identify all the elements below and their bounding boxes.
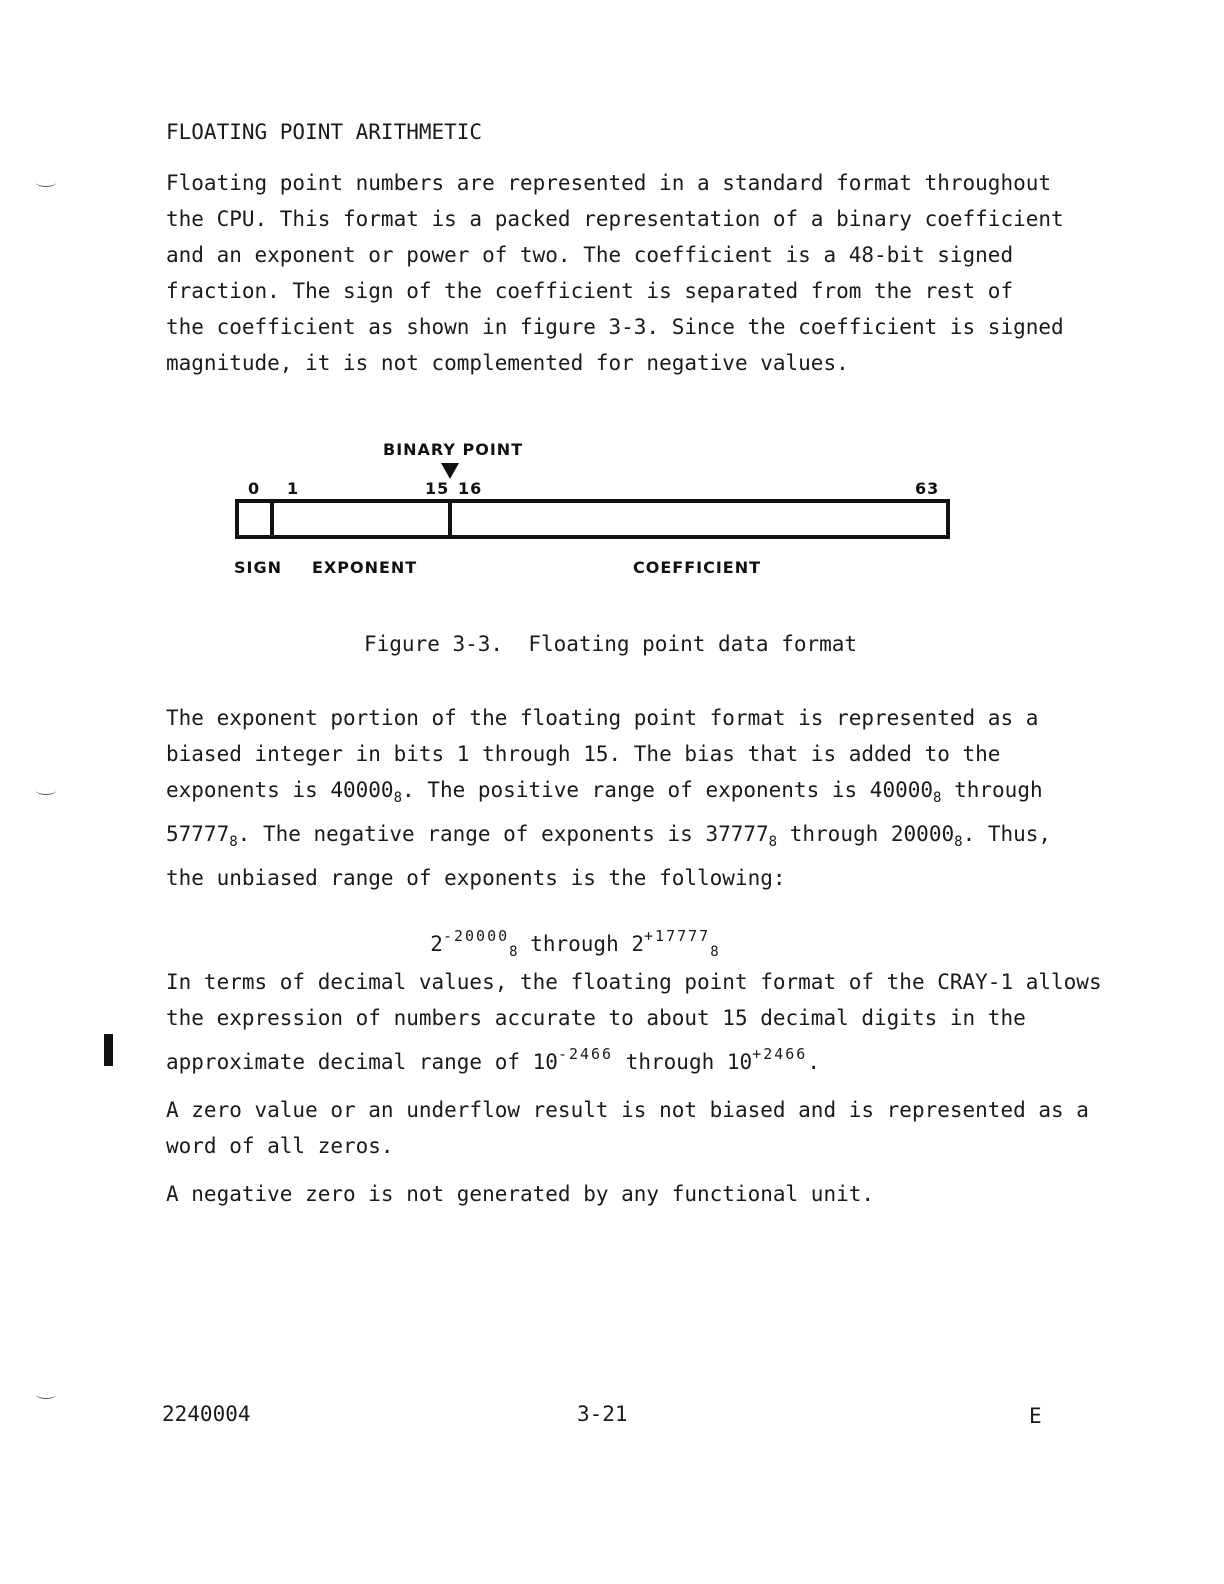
footer-page-number: 3-21 — [577, 1402, 628, 1426]
zero-line: A zero value or an underflow result is not biased and is represented as a — [166, 1098, 1089, 1122]
margin-mark-top — [36, 178, 56, 187]
figure-caption: Figure 3-3. Floating point data format — [364, 632, 858, 656]
decimal-line: approximate decimal range of $10^{-2466}$ through $10^{+2466}$. — [166, 1045, 820, 1074]
decimal-line: In terms of decimal values, the floating point format of the CRAY-1 allows — [166, 970, 1102, 994]
bit-label-63: 63 — [915, 479, 940, 498]
margin-mark-middle — [36, 786, 56, 795]
decimal-line: the expression of numbers accurate to about 15 decimal digits in the — [166, 1006, 1026, 1030]
intro-line: fraction. The sign of the coefficient is separated from the rest of — [166, 279, 1014, 303]
exponent-line: $57777_8$. The negative range of exponents is $37777_8$ through $20000_8$. Thus, — [166, 822, 1052, 850]
exponent-line: biased integer in bits 1 through 15. The bias that is added to the — [166, 742, 1001, 766]
footer-revision: E — [1029, 1404, 1042, 1428]
sign-field-label: SIGN — [234, 558, 282, 577]
exponent-line: The exponent portion of the floating point format is represented as a — [166, 706, 1039, 730]
intro-line: Floating point numbers are represented in a standard format throughout — [166, 171, 1052, 195]
intro-line: and an exponent or power of two. The coefficient is a 48-bit signed — [166, 243, 1014, 267]
bit-label-15: 15 — [425, 479, 450, 498]
zero-line: word of all zeros. — [166, 1134, 394, 1158]
range-formula: $2^{-20000}_8$ through $2^{+17777}_8$ — [430, 927, 719, 960]
intro-paragraph — [166, 165, 1066, 381]
exponent-field-label: EXPONENT — [312, 558, 418, 577]
change-bar — [104, 1034, 113, 1066]
bit-label-16: 16 — [458, 479, 483, 498]
exponent-line: the unbiased range of exponents is the following: — [166, 866, 786, 890]
negative-zero-sentence: A negative zero is not generated by any functional unit. — [166, 1182, 875, 1206]
exponent-paragraph — [166, 700, 1066, 896]
margin-mark-bottom — [36, 1390, 56, 1399]
word-format-box — [234, 498, 954, 542]
binary-point-arrow-icon — [440, 462, 460, 480]
footer-doc-number: 2240004 — [162, 1402, 251, 1426]
section-heading: FLOATING POINT ARITHMETIC — [166, 120, 483, 144]
binary-point-label: BINARY POINT — [383, 440, 524, 459]
bit-label-0: 0 — [248, 479, 261, 498]
coefficient-field-label: COEFFICIENT — [633, 558, 762, 577]
intro-line: the coefficient as shown in figure 3-3. Since the coefficient is signed — [166, 315, 1064, 339]
intro-line: the CPU. This format is a packed representation of a binary coefficient — [166, 207, 1064, 231]
decimal-paragraph — [166, 964, 1102, 1080]
exponent-line: exponents is $40000_8$. The positive range of exponents is $40000_8$ through — [166, 778, 1043, 806]
intro-line: magnitude, it is not complemented for negative values. — [166, 351, 849, 375]
bit-label-1: 1 — [287, 479, 300, 498]
zero-paragraph — [166, 1092, 1089, 1164]
